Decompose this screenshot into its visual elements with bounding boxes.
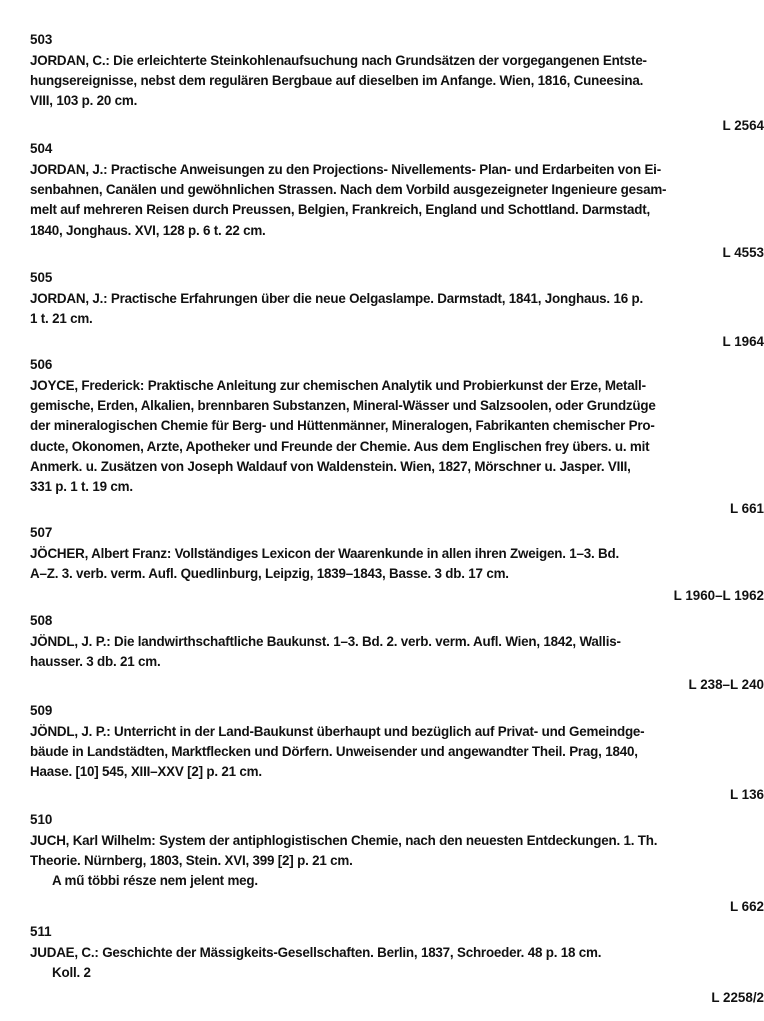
entry-line: gemische, Erden, Alkalien, brennbaren Substanzen, Mineral-Wässer und Salzsoolen, oder Grundzüge [30, 398, 656, 414]
entry-line: JORDAN, J.: Practische Erfahrungen über die neue Oelgaslampe. Darmstadt, 1841, Jonghaus. 16 p. [30, 291, 643, 306]
entry-description [30, 289, 735, 329]
shelfmark: L 662 [730, 899, 764, 914]
shelfmark: L 2564 [722, 118, 764, 133]
shelfmark: L 661 [730, 501, 764, 516]
shelfmark: L 238–L 240 [688, 677, 764, 692]
catalog-entry-508 [30, 611, 764, 696]
entry-line: JÖCHER, Albert Franz: Vollständiges Lexicon der Waarenkunde in allen ihren Zweigen. 1–3. Bd. [30, 546, 620, 561]
catalog-entry-510 [30, 810, 764, 918]
entry-line: 331 p. 1 t. 19 cm. [30, 479, 133, 495]
entry-line: JORDAN, C.: Die erleichterte Steinkohlenaufsuchung nach Grundsätzen der vorgegangenen Entste- [30, 53, 647, 68]
entry-note: Koll. 2 [52, 965, 91, 981]
entry-line: hausser. 3 db. 21 cm. [30, 654, 161, 670]
entry-line: melt auf mehreren Reisen durch Preussen, Belgien, Frankreich, England und Schottland. Darmstadt, [30, 202, 650, 218]
entry-number: 504 [30, 141, 53, 156]
entry-number: 510 [30, 812, 53, 827]
entry-number: 509 [30, 703, 53, 718]
entry-line: hungsereignisse, nebst dem regulären Bergbaue auf dieselben im Anfange. Wien, 1816, Cuneesina. [30, 73, 644, 89]
entry-line: JUDAE, C.: Geschichte der Mässigkeits-Gesellschaften. Berlin, 1837, Schroeder. 48 p. 18 cm. [30, 945, 602, 960]
entry-number: 505 [30, 270, 53, 285]
entry-note: A mű többi része nem jelent meg. [52, 873, 258, 889]
entry-description [30, 943, 735, 983]
entry-line: senbahnen, Canälen und gewöhnlichen Strassen. Nach dem Vorbild ausgezeigneter Ingenieure gesam- [30, 182, 667, 198]
entry-description [30, 544, 735, 584]
entry-description [30, 632, 735, 672]
catalog-entry-509 [30, 701, 764, 806]
catalog-entry-503 [30, 30, 764, 140]
shelfmark: L 1960–L 1962 [673, 588, 764, 603]
entry-number: 508 [30, 613, 53, 628]
entry-line: Theorie. Nürnberg, 1803, Stein. XVI, 399 [2] p. 21 cm. [30, 853, 353, 869]
entry-line: der mineralogischen Chemie für Berg- und Hüttenmänner, Mineralogen, Fabrikanten chemischer Pro- [30, 418, 655, 434]
catalog-entry-506 [30, 355, 764, 520]
entry-description [30, 160, 735, 241]
entry-line: A–Z. 3. verb. verm. Aufl. Quedlinburg, Leipzig, 1839–1843, Basse. 3 db. 17 cm. [30, 566, 509, 582]
shelfmark: L 1964 [722, 334, 764, 349]
entry-line: 1 t. 21 cm. [30, 311, 93, 327]
entry-number: 506 [30, 357, 53, 372]
catalog-entry-507 [30, 523, 764, 608]
shelfmark: L 136 [730, 787, 764, 802]
entry-line: JORDAN, J.: Practische Anweisungen zu den Projections- Nivellements- Plan- und Erdarbeiten von Ei- [30, 162, 661, 177]
catalog-entry-504 [30, 139, 764, 264]
entry-number: 503 [30, 32, 53, 47]
entry-number: 511 [30, 924, 52, 939]
shelfmark: L 4553 [722, 245, 764, 260]
entry-line: JÖNDL, J. P.: Unterricht in der Land-Baukunst überhaupt und bezüglich auf Privat- und Gemeindge- [30, 724, 645, 739]
entry-number: 507 [30, 525, 53, 540]
entry-line: JOYCE, Frederick: Praktische Anleitung zur chemischen Analytik und Probierkunst der Erze, Metall- [30, 378, 646, 393]
entry-description [30, 831, 735, 892]
entry-description [30, 376, 735, 497]
entry-description [30, 51, 735, 112]
catalog-entry-505 [30, 268, 764, 353]
entry-line: JÖNDL, J. P.: Die landwirthschaftliche Baukunst. 1–3. Bd. 2. verb. verm. Aufl. Wien, 1842, Wallis- [30, 634, 621, 649]
catalog-entry-511 [30, 922, 764, 1017]
shelfmark: L 2258/2 [711, 990, 764, 1005]
entry-line: bäude in Landstädten, Marktflecken und Dörfern. Unweisender und angewandter Theil. Prag, 1840, [30, 744, 638, 760]
entry-line: JUCH, Karl Wilhelm: System der antiphlogistischen Chemie, nach den neuesten Entdeckungen. 1. Th. [30, 833, 658, 848]
entry-line: ducte, Okonomen, Arzte, Apotheker und Freunde der Chemie. Aus dem Englischen frey übers. u. mit [30, 438, 650, 454]
entry-description [30, 722, 735, 783]
entry-line: Anmerk. u. Zusätzen von Joseph Waldauf von Waldenstein. Wien, 1827, Mörschner u. Jasper. VIII, [30, 458, 631, 474]
entry-line: 1840, Jonghaus. XVI, 128 p. 6 t. 22 cm. [30, 222, 266, 238]
entry-line: VIII, 103 p. 20 cm. [30, 93, 138, 109]
entry-line: Haase. [10] 545, XIII–XXV [2] p. 21 cm. [30, 764, 262, 780]
